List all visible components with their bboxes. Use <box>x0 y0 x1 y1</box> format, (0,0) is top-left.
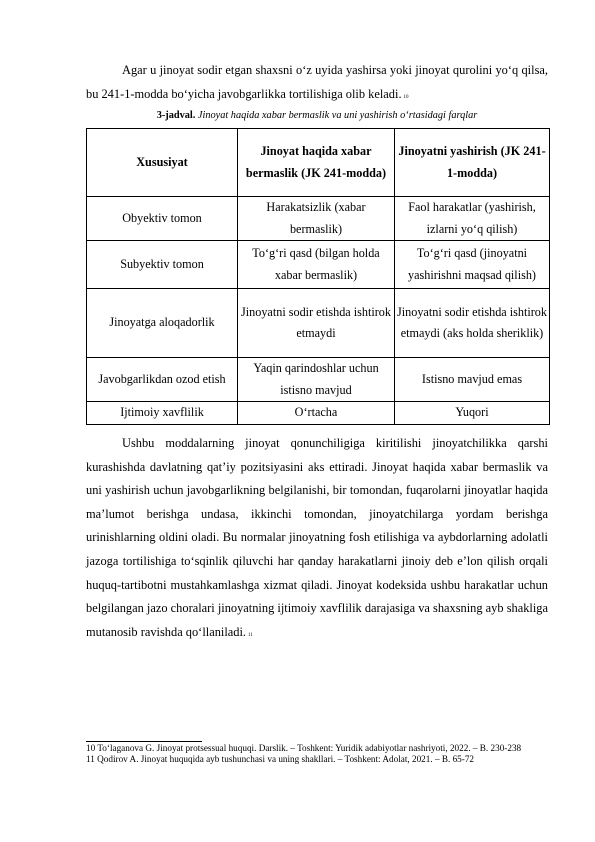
table-cell: Harakatsizlik (xabar bermaslik) <box>238 197 395 241</box>
footnote-ref[interactable]: 10 <box>403 94 409 100</box>
paragraph-conclusion <box>86 432 548 644</box>
footnote-10: 10 Toʻlaganova G. Jinoyat protsessual huquqi. Darslik. – Toshkent: Yuridik adabiyotlar nashriyoti, 2022. – B. 230-238 <box>86 743 522 753</box>
comparison-table <box>86 128 550 425</box>
header-feature: Xususiyat <box>87 129 238 197</box>
paragraph-intro-text: Agar u jinoyat sodir etgan shaxsni oʻz uyida yashirsa yoki jinoyat qurolini yoʻq qilsa, bu 241-1-modda boʻyicha javobgarlikka tortilishiga olib keladi. <box>86 63 548 101</box>
paragraph-intro <box>86 59 548 106</box>
table-header-row <box>87 129 550 197</box>
table-cell: Ijtimoiy xavflilik <box>87 402 238 425</box>
table-row <box>87 402 550 425</box>
table-cell: Yuqori <box>395 402 550 425</box>
table-cell: Javobgarlikdan ozod etish <box>87 358 238 402</box>
table-cell: Toʻgʻri qasd (bilgan holda xabar bermaslik) <box>238 241 395 289</box>
table-caption <box>86 109 548 123</box>
table-cell: Jinoyatga aloqadorlik <box>87 289 238 358</box>
table-caption-label: 3-jadval. <box>156 110 196 121</box>
table-cell: Toʻgʻri qasd (jinoyatni yashirishni maqsad qilish) <box>395 241 550 289</box>
table-cell: Oʻrtacha <box>238 402 395 425</box>
footnotes <box>86 743 556 765</box>
footnote-11: 11 Qodirov A. Jinoyat huquqida ayb tushunchasi va uning shakllari. – Toshkent: Adolat, 2021. – B. 65-72 <box>86 754 475 764</box>
table-cell: Faol harakatlar (yashirish, izlarni yoʻq qilish) <box>395 197 550 241</box>
table-row <box>87 241 550 289</box>
table-row <box>87 358 550 402</box>
table-cell: Obyektiv tomon <box>87 197 238 241</box>
table-caption-title: Jinoyat haqida xabar bermaslik va uni yashirish oʻrtasidagi farqlar <box>197 110 478 121</box>
table-cell: Yaqin qarindoshlar uchun istisno mavjud <box>238 358 395 402</box>
table-cell: Jinoyatni sodir etishda ishtirok etmaydi <box>238 289 395 358</box>
footnote-ref[interactable]: 11 <box>248 632 253 638</box>
table-cell: Jinoyatni sodir etishda ishtirok etmaydi (aks holda sheriklik) <box>395 289 550 358</box>
table-cell: Subyektiv tomon <box>87 241 238 289</box>
header-article-241-1: Jinoyatni yashirish (JK 241-1-modda) <box>395 129 550 197</box>
header-article-241: Jinoyat haqida xabar bermaslik (JK 241-modda) <box>238 129 395 197</box>
table-cell: Istisno mavjud emas <box>395 358 550 402</box>
footnote-divider <box>86 741 202 742</box>
table-row <box>87 197 550 241</box>
paragraph-conclusion-text: Ushbu moddalarning jinoyat qonunchiligiga kiritilishi jinoyatchilikka qarshi kurashishda davlatning qatʼiy pozitsiyasini aks ettiradi. Jinoyat haqida xabar bermaslik va uni yashirish uchun javobgarlikning belgilanishi, bir tomondan, fuqarolarni jinoyatlar haqida maʼlumot berishga undasa, ikkinchi tomondan, jinoyatchilarga yordam berishga urinishlarning oldini oladi. Bu normalar jinoyatning fosh etilishiga va aybdorlarning adolatli jazoga tortilishiga toʻsqinlik qiluvchi har qanday harakatlarni jinoiy deb eʼlon qilish orqali huquq-tartibotni mustahkamlashga xizmat qiladi. Jinoyat kodeksida ushbu harakatlar uchun belgilangan jazo choralari jinoyatning ijtimoiy xavflilik darajasiga va shaxsning ayb shakliga mutanosib ravishda qoʻllaniladi. <box>86 436 548 639</box>
table-row <box>87 289 550 358</box>
